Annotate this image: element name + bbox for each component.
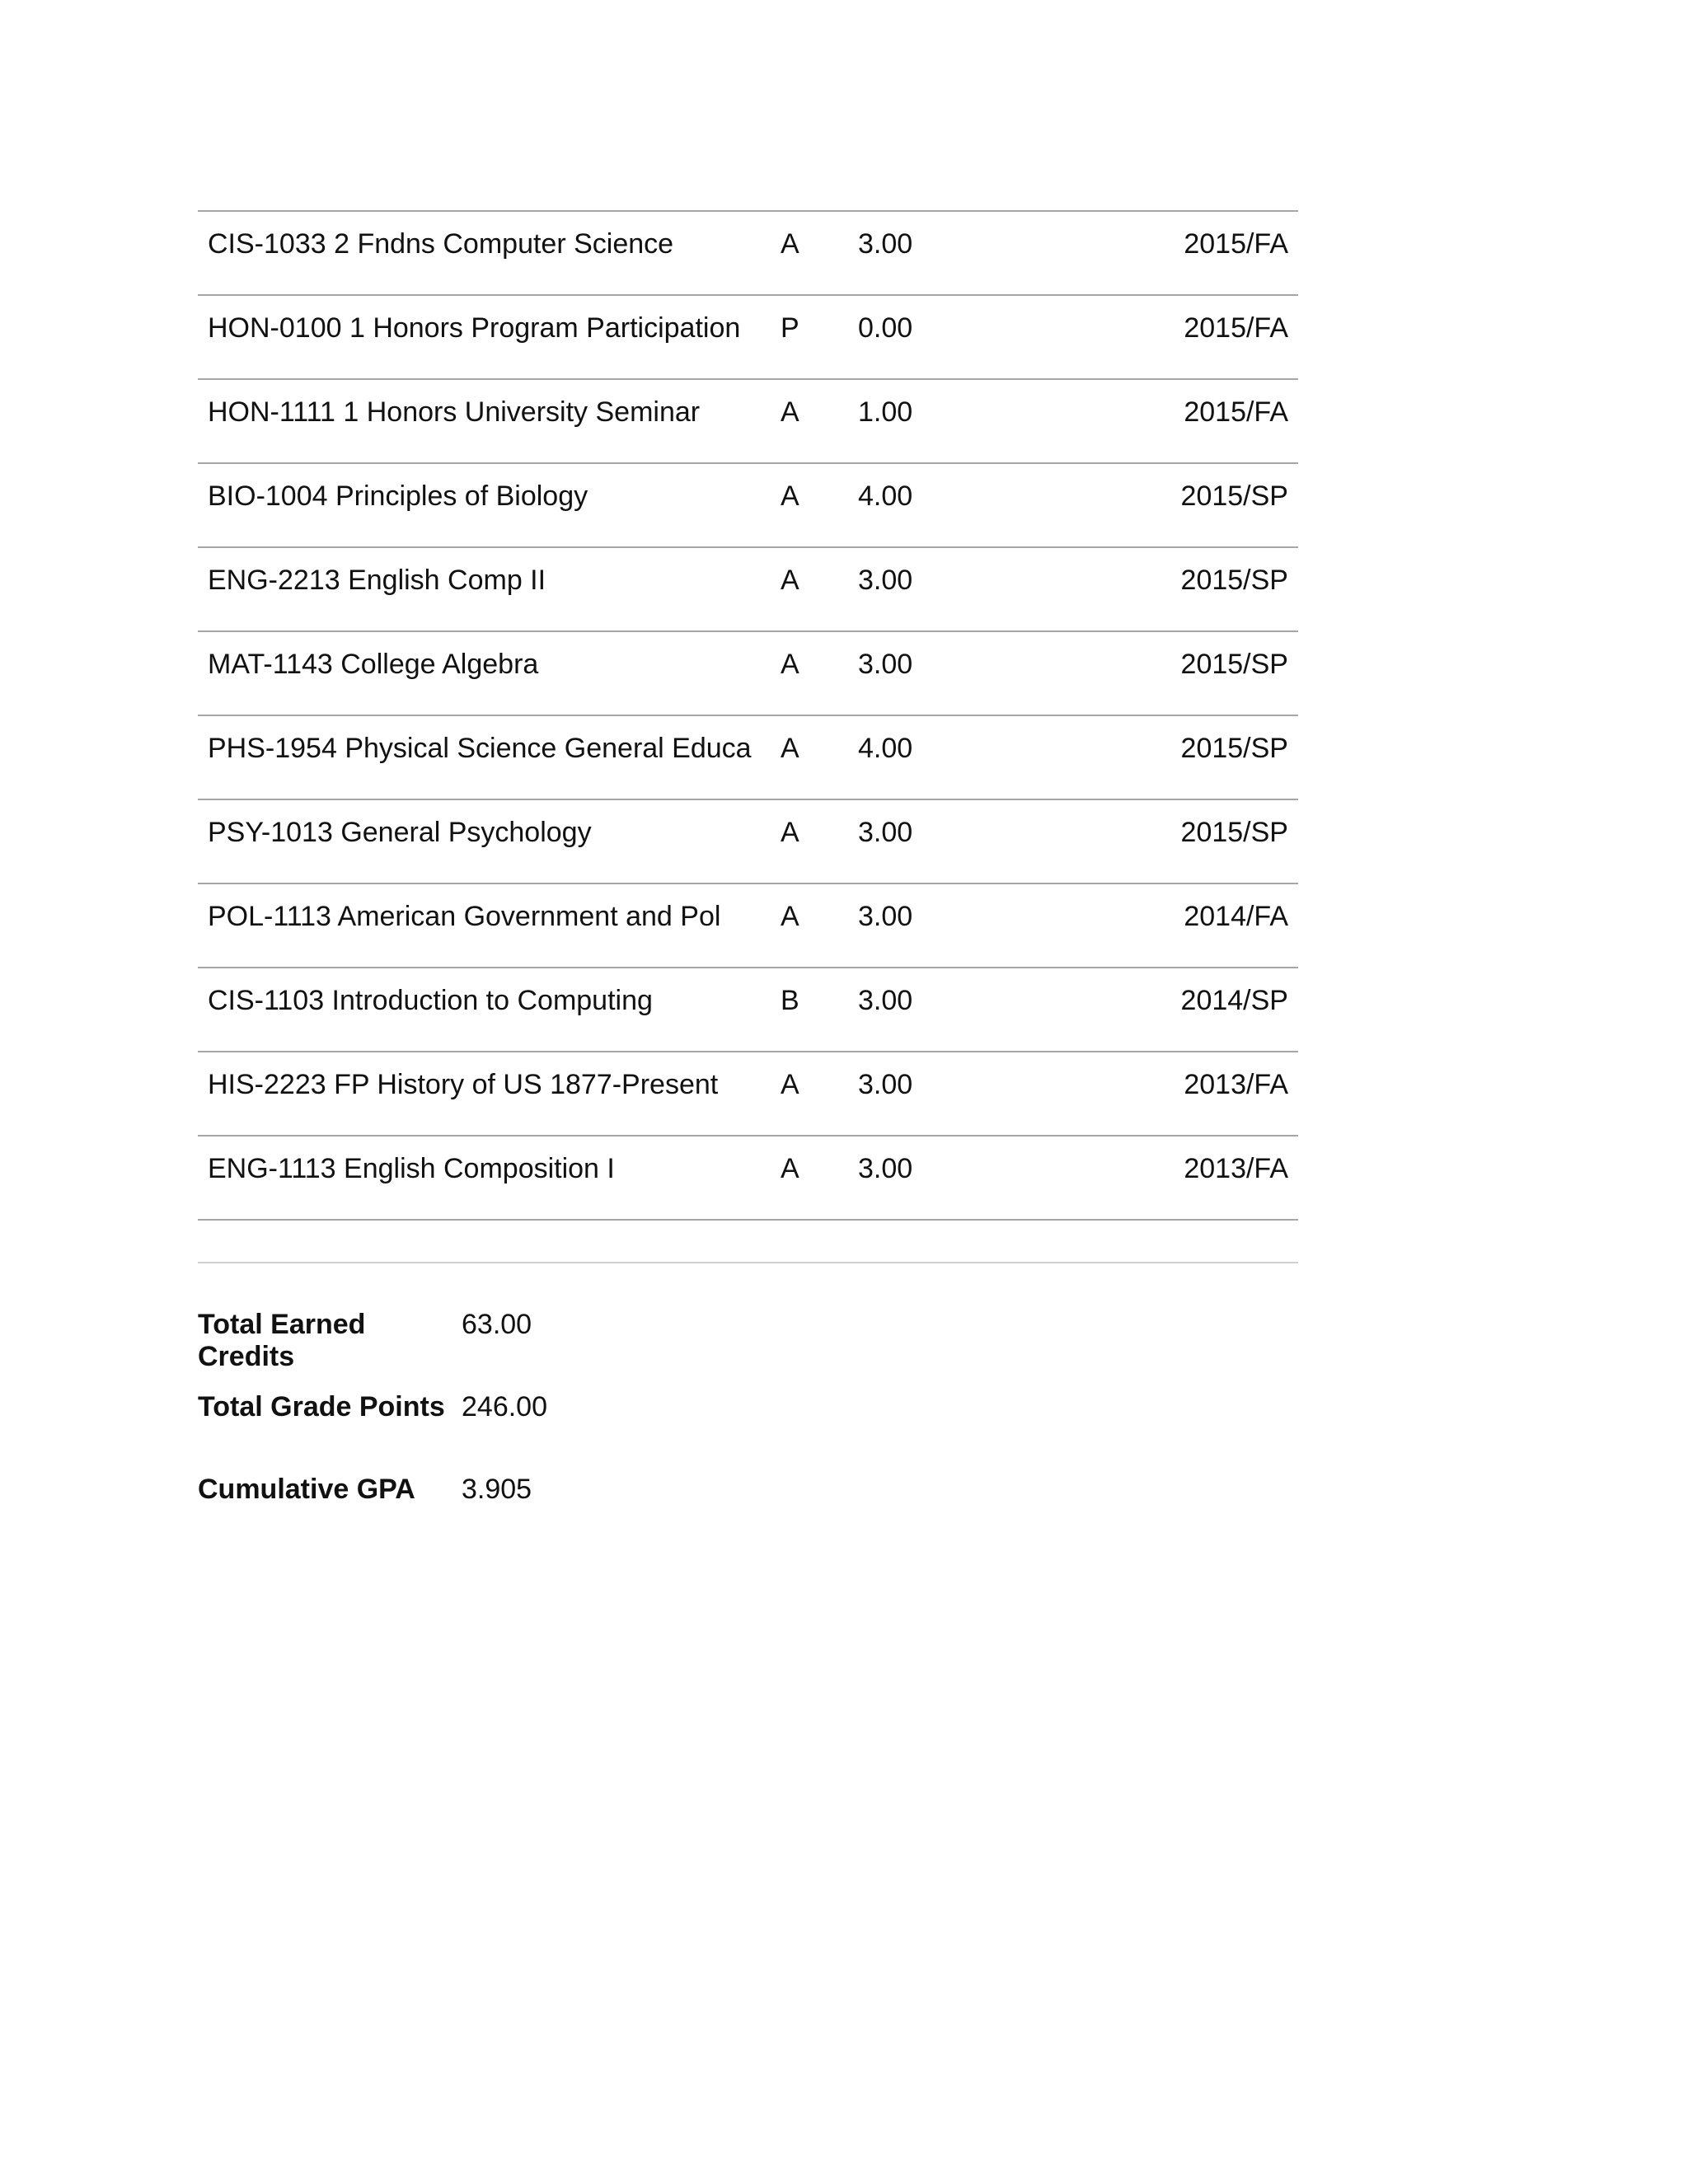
table-row	[198, 799, 1298, 883]
course-name: HON-1111 1 Honors University Seminar	[198, 379, 771, 463]
course-term: 2014/FA	[1013, 883, 1298, 968]
course-name: MAT-1143 College Algebra	[198, 631, 771, 715]
summary-value: 3.905	[462, 1474, 532, 1505]
course-term: 2015/SP	[1013, 547, 1298, 631]
table-row	[198, 968, 1298, 1052]
course-grade: P	[771, 295, 848, 379]
course-credits: 3.00	[848, 1052, 1013, 1136]
course-name: ENG-2213 English Comp II	[198, 547, 771, 631]
course-term: 2015/SP	[1013, 715, 1298, 799]
course-credits: 3.00	[848, 883, 1013, 968]
course-credits: 1.00	[848, 379, 1013, 463]
course-name: POL-1113 American Government and Pol	[198, 883, 771, 968]
summary-earned-credits	[198, 1309, 547, 1391]
summary-gpa	[198, 1474, 547, 1556]
course-credits: 3.00	[848, 547, 1013, 631]
table-row	[198, 1136, 1298, 1220]
course-term: 2015/SP	[1013, 463, 1298, 547]
course-credits: 3.00	[848, 631, 1013, 715]
course-term: 2015/SP	[1013, 799, 1298, 883]
course-grade: A	[771, 211, 848, 295]
course-term: 2015/FA	[1013, 211, 1298, 295]
table-row	[198, 379, 1298, 463]
course-name: HON-0100 1 Honors Program Participation	[198, 295, 771, 379]
course-grade: A	[771, 1136, 848, 1220]
course-name: ENG-1113 English Composition I	[198, 1136, 771, 1220]
course-name: BIO-1004 Principles of Biology	[198, 463, 771, 547]
course-term: 2015/SP	[1013, 631, 1298, 715]
course-credits: 0.00	[848, 295, 1013, 379]
table-divider	[198, 1262, 1298, 1263]
course-grade: A	[771, 463, 848, 547]
summary-label: Total Earned Credits	[198, 1309, 366, 1372]
course-term: 2014/SP	[1013, 968, 1298, 1052]
course-term: 2015/FA	[1013, 379, 1298, 463]
summary-grade-points	[198, 1391, 547, 1474]
table-row	[198, 211, 1298, 295]
course-grade: A	[771, 799, 848, 883]
course-name: CIS-1103 Introduction to Computing	[198, 968, 771, 1052]
table-row	[198, 547, 1298, 631]
course-term: 2015/FA	[1013, 295, 1298, 379]
course-table-body	[198, 211, 1298, 1220]
table-row	[198, 715, 1298, 799]
course-name: PSY-1013 General Psychology	[198, 799, 771, 883]
course-credits: 3.00	[848, 211, 1013, 295]
course-grade: A	[771, 379, 848, 463]
table-row	[198, 463, 1298, 547]
course-credits: 3.00	[848, 1136, 1013, 1220]
course-name: HIS-2223 FP History of US 1877-Present	[198, 1052, 771, 1136]
summary-value: 63.00	[462, 1309, 532, 1340]
course-credits: 3.00	[848, 799, 1013, 883]
summary-label: Total Grade Points	[198, 1391, 445, 1422]
course-grade: A	[771, 631, 848, 715]
summary-label: Cumulative GPA	[198, 1474, 415, 1505]
course-term: 2013/FA	[1013, 1136, 1298, 1220]
table-row	[198, 631, 1298, 715]
table-row	[198, 1052, 1298, 1136]
course-credits: 4.00	[848, 715, 1013, 799]
summary-value: 246.00	[462, 1391, 547, 1422]
course-grade: A	[771, 715, 848, 799]
course-name: CIS-1033 2 Fndns Computer Science	[198, 211, 771, 295]
course-grade: A	[771, 1052, 848, 1136]
table-row	[198, 883, 1298, 968]
course-grade: A	[771, 547, 848, 631]
transcript-summary	[198, 1309, 547, 1556]
course-credits: 3.00	[848, 968, 1013, 1052]
course-grade: A	[771, 883, 848, 968]
course-term: 2013/FA	[1013, 1052, 1298, 1136]
course-name: PHS-1954 Physical Science General Educa	[198, 715, 771, 799]
table-row	[198, 295, 1298, 379]
course-grade: B	[771, 968, 848, 1052]
course-table	[198, 210, 1298, 1221]
course-credits: 4.00	[848, 463, 1013, 547]
